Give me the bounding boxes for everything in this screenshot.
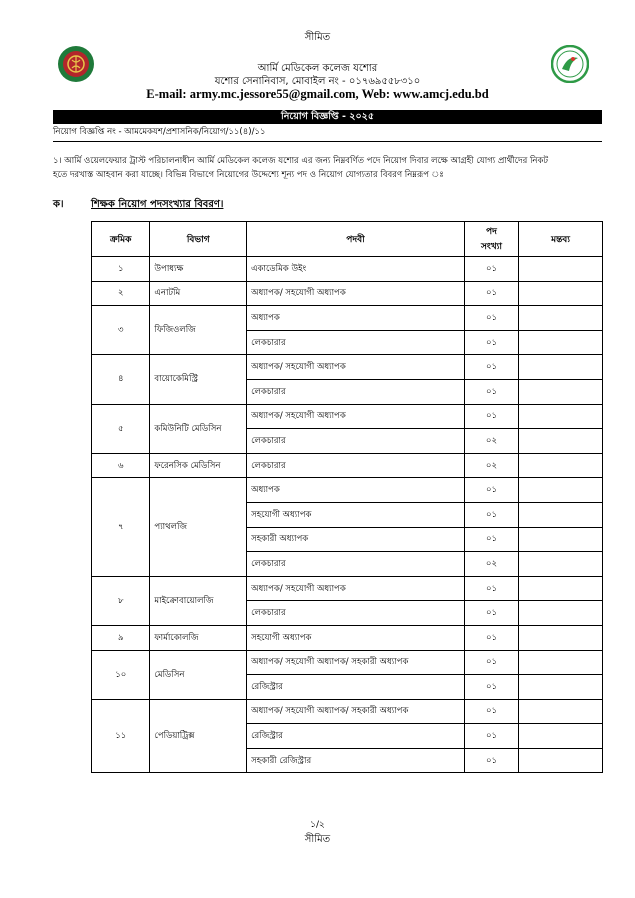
classification-top: সীমিত [304,32,331,43]
header-sl: ক্রমিক [92,222,150,257]
cell-post: অধ্যাপক/ সহযোগী অধ্যাপক [247,355,465,380]
notice-banner: নিয়োগ বিজ্ঞপ্তি - ২০২৫ [53,110,602,124]
cell-sl: ৯ [92,625,150,650]
table-row [92,576,603,601]
cell-post: অধ্যাপক/ সহযোগী অধ্যাপক [247,404,465,429]
cell-dept: মাইক্রোবায়োলজি [150,576,247,625]
cell-dept: মেডিসিন [150,650,247,699]
cell-post: লেকচারার [247,453,465,478]
cell-remarks [519,330,603,355]
cell-count: ০১ [464,625,518,650]
header-remarks: মন্তব্য [519,222,603,257]
table-row [92,625,603,650]
cell-sl: ৪ [92,355,150,404]
header-dept: বিভাগ [150,222,247,257]
table-row [92,699,603,724]
table-row [92,355,603,380]
page-number: ১/২ [310,820,325,830]
cell-count: ০১ [464,281,518,306]
cell-remarks [519,576,603,601]
cell-sl: ১১ [92,699,150,773]
cell-dept: প্যাথলজি [150,478,247,576]
cell-remarks [519,552,603,577]
cell-remarks [519,379,603,404]
header-count-line-2: সংখ্যা [480,242,502,252]
cell-sl: ৬ [92,453,150,478]
table-row [92,306,603,331]
cell-count: ০১ [464,601,518,626]
college-name: আর্মি মেডিকেল কলেজ যশোর [257,63,378,74]
cell-count: ০১ [464,404,518,429]
header-post: পদবী [247,222,465,257]
cell-sl: ১০ [92,650,150,699]
cell-count: ০১ [464,330,518,355]
cell-count: ০২ [464,453,518,478]
cell-count: ০১ [464,748,518,773]
cell-count: ০১ [464,379,518,404]
cell-post: অধ্যাপক/ সহযোগী অধ্যাপক [247,281,465,306]
cell-count: ০১ [464,502,518,527]
cell-post: সহযোগী অধ্যাপক [247,625,465,650]
cell-sl: ২ [92,281,150,306]
cell-post: সহকারী অধ্যাপক [247,527,465,552]
cell-post: লেকচারার [247,552,465,577]
classification-bottom: সীমিত [304,834,331,845]
cell-remarks [519,306,603,331]
cell-count: ০১ [464,699,518,724]
cell-count: ০১ [464,306,518,331]
cell-remarks [519,502,603,527]
cell-post: রেজিস্ট্রার [247,724,465,749]
header-count-line-1: পদ [486,227,497,237]
vacancy-table [91,221,603,773]
cell-sl: ৩ [92,306,150,355]
cell-count: ০১ [464,576,518,601]
notice-paragraph-line-2: হতে দরখাস্ত আহবান করা যাচ্ছে। বিভিন্ন বিভাগে নিয়োগের উদ্দেশ্যে শূন্য পদ ও নিয়োগ যোগ্যতার বিবরণ নিম্নরূপ ঃ [53,170,444,180]
cell-dept: বায়োকেমিস্ট্রি [150,355,247,404]
cell-post: অধ্যাপক/ সহযোগী অধ্যাপক/ সহকারী অধ্যাপক [247,699,465,724]
cell-post: অধ্যাপক [247,478,465,503]
notice-paragraph-line-1: ১। আর্মি ওয়েলফেয়ার ট্রাস্ট পরিচালনাধীন আর্মি মেডিকেল কলেজ যশোর এর জন্য নিম্নবর্ণিত পদে নিয়োগ দিবার লক্ষে আগ্রহী যোগ্য প্রার্থীদের নিকট [53,156,549,166]
cell-post: অধ্যাপক [247,306,465,331]
cell-remarks [519,675,603,700]
table-row [92,257,603,282]
cell-post: অধ্যাপক/ সহযোগী অধ্যাপক [247,576,465,601]
table-body [92,257,603,773]
cell-remarks [519,724,603,749]
cell-sl: ৮ [92,576,150,625]
header-count [464,222,518,257]
cell-post: লেকচারার [247,601,465,626]
cell-post: অধ্যাপক/ সহযোগী অধ্যাপক/ সহকারী অধ্যাপক [247,650,465,675]
cell-dept: পেডিয়াট্রিক্স [150,699,247,773]
cell-count: ০১ [464,527,518,552]
cell-remarks [519,355,603,380]
table-row [92,281,603,306]
cell-count: ০১ [464,724,518,749]
cell-dept: ফিজিওলজি [150,306,247,355]
contact-line: E-mail: army.mc.jessore55@gmail.com, Web: www.amcj.edu.bd [146,87,489,101]
cell-count: ০১ [464,478,518,503]
cell-dept: কমিউনিটি মেডিসিন [150,404,247,453]
cell-post: রেজিস্ট্রার [247,675,465,700]
section-title: শিক্ষক নিয়োগ পদসংখ্যার বিবরণ। [91,199,224,210]
cell-count: ০১ [464,355,518,380]
cell-count: ০২ [464,552,518,577]
cell-sl: ১ [92,257,150,282]
table-row [92,650,603,675]
cell-remarks [519,748,603,773]
cell-count: ০১ [464,650,518,675]
section-label: ক। [53,199,64,210]
cell-dept: এনাটমি [150,281,247,306]
cell-remarks [519,625,603,650]
cell-remarks [519,527,603,552]
cell-sl: ৫ [92,404,150,453]
cell-remarks [519,257,603,282]
cell-post: সহযোগী অধ্যাপক [247,502,465,527]
cell-remarks [519,453,603,478]
cell-dept: ফার্মাকোলজি [150,625,247,650]
cell-count: ০২ [464,429,518,454]
cell-remarks [519,281,603,306]
table-row [92,453,603,478]
cell-remarks [519,699,603,724]
cell-dept: ফরেনসিক মেডিসিন [150,453,247,478]
cell-post: লেকচারার [247,429,465,454]
cell-post: একাডেমিক উইং [247,257,465,282]
table-row [92,478,603,503]
cell-dept: উপাধ্যক্ষ [150,257,247,282]
table-row [92,404,603,429]
cell-remarks [519,404,603,429]
cell-count: ০১ [464,675,518,700]
cell-post: সহকারী রেজিস্ট্রার [247,748,465,773]
cell-remarks [519,601,603,626]
notice-paragraph [53,154,602,182]
cell-remarks [519,429,603,454]
cell-sl: ৭ [92,478,150,576]
cell-count: ০১ [464,257,518,282]
cell-remarks [519,650,603,675]
cell-post: লেকচারার [247,330,465,355]
cell-post: লেকচারার [247,379,465,404]
college-address: যশোর সেনানিবাস, মোবাইল নং - ০১৭৬৯৫৫৮৩১০ [214,76,421,87]
section-heading [53,197,602,214]
table-header-row [92,222,603,257]
cell-remarks [519,478,603,503]
notice-reference: নিয়োগ বিজ্ঞপ্তি নং - আমমেকযশ/প্রশাসনিক/নিয়োগ/১১(৪)/১১ [53,125,602,142]
